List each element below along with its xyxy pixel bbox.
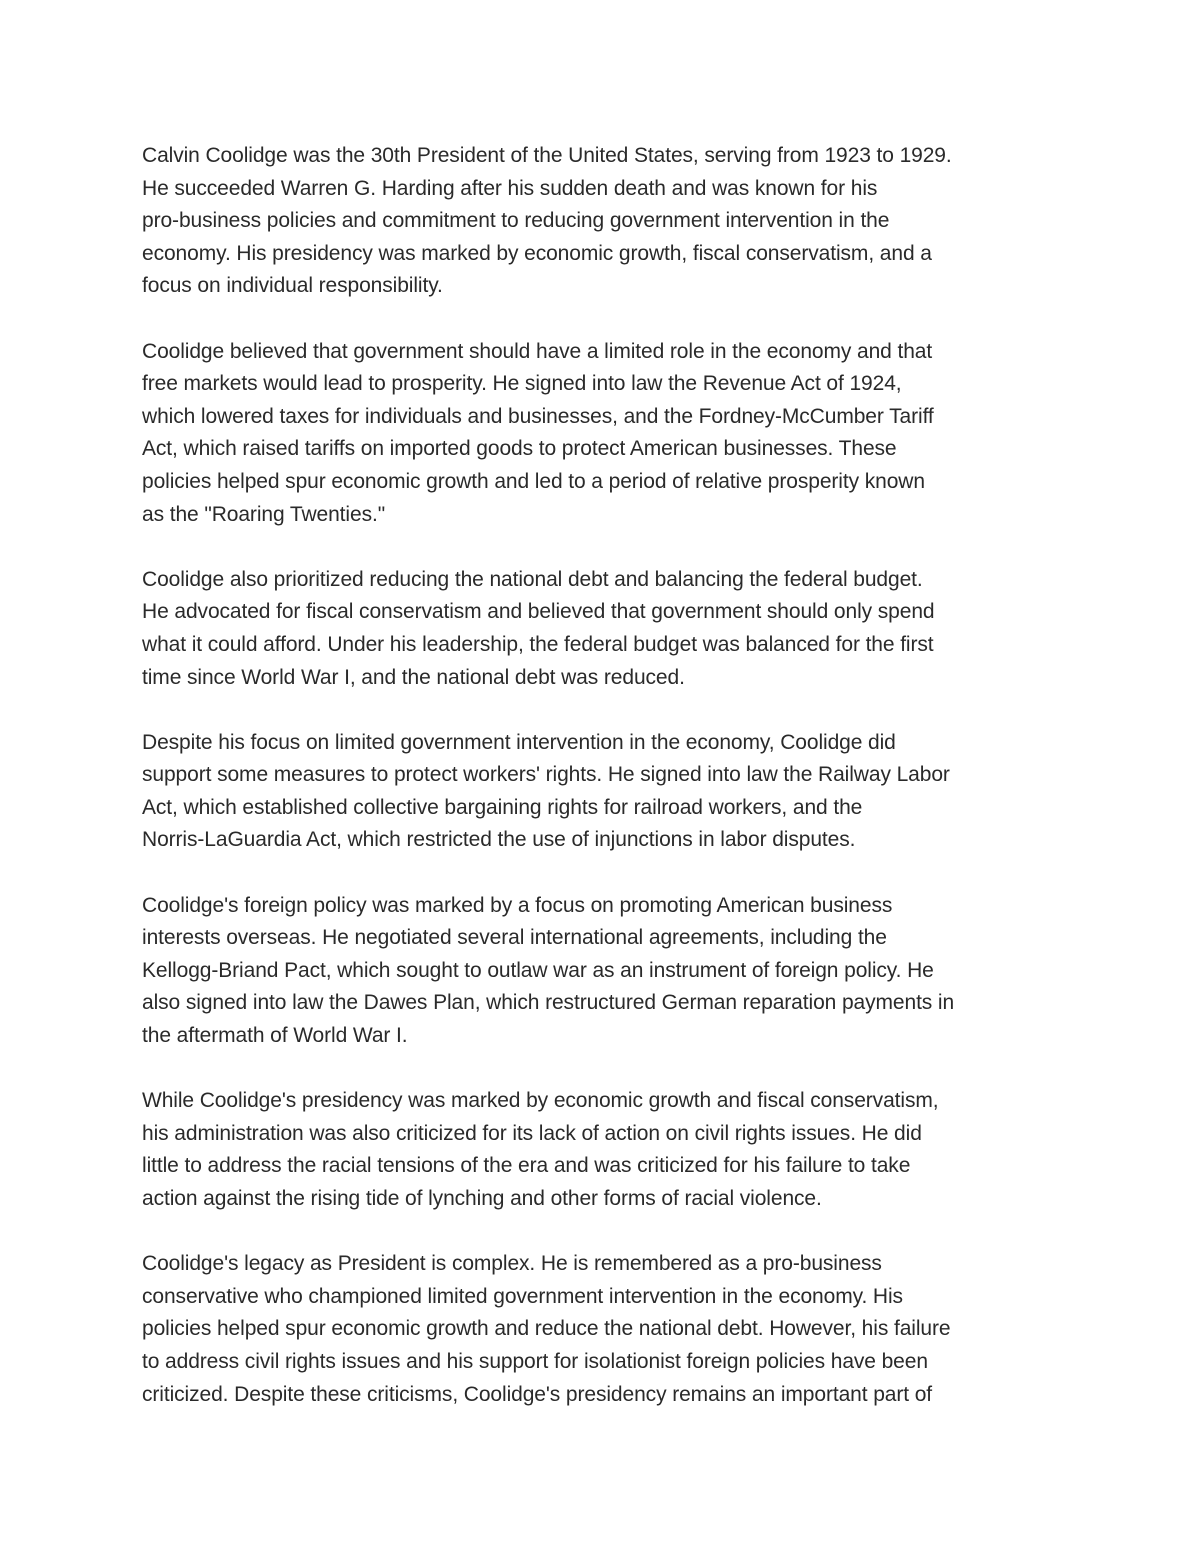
paragraph-1 [142,140,1072,303]
text-line: Despite his focus on limited government intervention in the economy, Coolidge did [142,730,896,754]
text-line: his administration was also criticized for its lack of action on civil rights issues. He did [142,1121,922,1145]
text-line: little to address the racial tensions of the era and was criticized for his failure to take [142,1154,911,1178]
text-line: policies helped spur economic growth and reduce the national debt. However, his failure [142,1317,951,1341]
paragraph-2 [142,336,1072,532]
text-line: criticized. Despite these criticisms, Coolidge's presidency remains an important part of [142,1382,933,1406]
text-line: time since World War I, and the national debt was reduced. [142,665,685,689]
text-line: Coolidge also prioritized reducing the national debt and balancing the federal budget. [142,567,923,591]
text-line: While Coolidge's presidency was marked by economic growth and fiscal conservatism, [142,1089,939,1113]
text-line: which lowered taxes for individuals and businesses, and the Fordney-McCumber Tariff [142,404,934,428]
text-line: He advocated for fiscal conservatism and believed that government should only spend [142,600,935,624]
text-line: Norris-LaGuardia Act, which restricted the use of injunctions in labor disputes. [142,828,856,852]
paragraph-7 [142,1248,1072,1411]
text-line: focus on individual responsibility. [142,274,443,298]
text-line: also signed into law the Dawes Plan, which restructured German reparation payments in [142,991,955,1015]
paragraph-3 [142,564,1072,694]
text-line: policies helped spur economic growth and led to a period of relative prosperity known [142,469,925,493]
text-line: Kellogg-Briand Pact, which sought to outlaw war as an instrument of foreign policy. He [142,958,934,982]
text-line: Act, which established collective bargaining rights for railroad workers, and the [142,795,863,819]
text-line: to address civil rights issues and his support for isolationist foreign policies have been [142,1349,928,1373]
paragraph-5 [142,890,1072,1053]
text-line: economy. His presidency was marked by economic growth, fiscal conservatism, and a [142,241,932,265]
text-line: Coolidge's legacy as President is complex. He is remembered as a pro-business [142,1252,882,1276]
text-line: conservative who championed limited government intervention in the economy. His [142,1284,903,1308]
text-line: action against the rising tide of lynching and other forms of racial violence. [142,1187,822,1210]
document-body [142,140,1072,1444]
text-line: the aftermath of World War I. [142,1024,408,1048]
paragraph-6 [142,1085,1072,1215]
text-line: free markets would lead to prosperity. He signed into law the Revenue Act of 1924, [142,372,902,396]
text-line: Calvin Coolidge was the 30th President of the United States, serving from 1923 to 1929. [142,144,952,167]
text-line: interests overseas. He negotiated several international agreements, including the [142,926,887,950]
text-line: Coolidge believed that government should have a limited role in the economy and that [142,339,933,363]
text-line: support some measures to protect workers' rights. He signed into law the Railway Labor [142,763,950,787]
paragraph-4 [142,727,1072,857]
text-line: pro-business policies and commitment to reducing government intervention in the [142,209,890,233]
text-line: what it could afford. Under his leadership, the federal budget was balanced for the first [142,632,934,656]
text-line: Act, which raised tariffs on imported goods to protect American businesses. These [142,437,897,461]
text-line: as the "Roaring Twenties." [142,502,386,526]
text-line: He succeeded Warren G. Harding after his sudden death and was known for his [142,176,878,200]
text-line: Coolidge's foreign policy was marked by a focus on promoting American business [142,893,893,917]
